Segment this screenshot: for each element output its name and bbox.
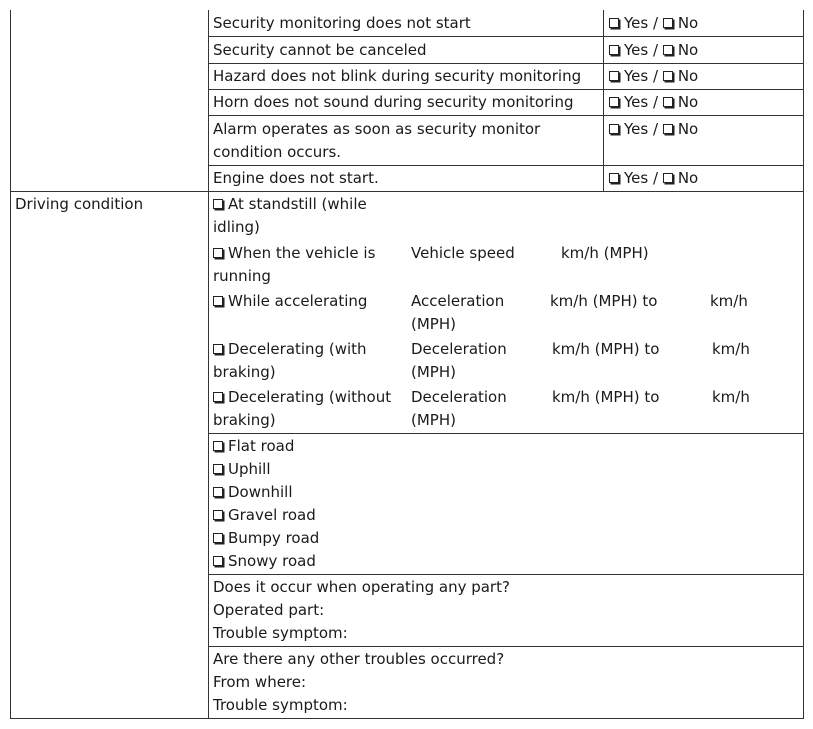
road-option: Bumpy road	[213, 527, 319, 550]
from-where-label: From where:	[213, 673, 307, 691]
checkbox-icon[interactable]	[213, 533, 223, 543]
no-label: No	[677, 93, 699, 111]
row-divider	[208, 574, 804, 575]
checkbox-icon[interactable]	[213, 556, 223, 566]
row-divider	[208, 63, 804, 64]
unit-label: km/h (MPH) to	[550, 292, 658, 310]
checkbox-icon[interactable]	[609, 173, 619, 183]
unit-label: km/h (MPH) to	[552, 340, 660, 358]
field-label: Vehicle speed	[411, 244, 515, 262]
row-divider	[208, 89, 804, 90]
checkbox-icon[interactable]	[213, 510, 223, 520]
condition-option-cont: braking)	[213, 411, 276, 429]
row-divider	[208, 433, 804, 434]
security-symptom: Security monitoring does not start	[213, 14, 471, 32]
checkbox-icon[interactable]	[609, 18, 619, 28]
yes-label: Yes /	[624, 41, 659, 59]
condition-option-cont: braking)	[213, 363, 276, 381]
operation-question: Does it occur when operating any part?	[213, 578, 510, 596]
yes-no-choice	[609, 65, 698, 88]
field-label-cont: (MPH)	[411, 363, 456, 381]
checkbox-icon[interactable]	[663, 45, 673, 55]
condition-option: Decelerating (with	[213, 338, 367, 361]
checkbox-icon[interactable]	[663, 18, 673, 28]
no-label: No	[677, 169, 699, 187]
field-label-cont: (MPH)	[411, 315, 456, 333]
checkbox-icon[interactable]	[663, 173, 673, 183]
security-symptom: Hazard does not blink during security monitoring	[213, 67, 582, 85]
security-symptom: Engine does not start.	[213, 169, 379, 187]
yes-no-choice	[609, 118, 698, 141]
checkbox-icon[interactable]	[213, 344, 223, 354]
checkbox-icon[interactable]	[213, 248, 223, 258]
checkbox-icon[interactable]	[663, 71, 673, 81]
other-troubles-question: Are there any other troubles occurred?	[213, 650, 505, 668]
checkbox-icon[interactable]	[663, 97, 673, 107]
trouble-symptom-label: Trouble symptom:	[213, 696, 348, 714]
security-symptom: condition occurs.	[213, 143, 342, 161]
driving-condition-label: Driving condition	[15, 195, 144, 213]
unit-label: km/h	[710, 292, 748, 310]
condition-option: At standstill (while	[213, 193, 367, 216]
road-option: Gravel road	[213, 504, 316, 527]
row-divider	[208, 646, 804, 647]
yes-label: Yes /	[624, 169, 659, 187]
row-divider	[208, 165, 804, 166]
column-divider	[208, 10, 209, 719]
checkbox-icon[interactable]	[609, 124, 619, 134]
road-option: Snowy road	[213, 550, 316, 573]
yes-label: Yes /	[624, 67, 659, 85]
checkbox-icon[interactable]	[213, 392, 223, 402]
no-label: No	[677, 120, 699, 138]
no-label: No	[677, 67, 699, 85]
operated-part-label: Operated part:	[213, 601, 325, 619]
field-label: Deceleration	[411, 340, 507, 358]
condition-option-cont: idling)	[213, 218, 260, 236]
yes-no-choice	[609, 167, 698, 190]
row-divider	[208, 115, 804, 116]
checkbox-icon[interactable]	[609, 97, 619, 107]
yes-label: Yes /	[624, 14, 659, 32]
security-symptom: Alarm operates as soon as security monitor	[213, 120, 541, 138]
field-label: Acceleration	[411, 292, 505, 310]
unit-label: km/h (MPH) to	[552, 388, 660, 406]
row-divider	[10, 191, 804, 192]
field-label-cont: (MPH)	[411, 411, 456, 429]
yes-label: Yes /	[624, 120, 659, 138]
no-label: No	[677, 41, 699, 59]
field-label: Deceleration	[411, 388, 507, 406]
trouble-symptom-label: Trouble symptom:	[213, 624, 348, 642]
yes-no-choice	[609, 12, 698, 35]
road-option: Flat road	[213, 435, 294, 458]
checkbox-icon[interactable]	[609, 45, 619, 55]
checkbox-icon[interactable]	[213, 199, 223, 209]
road-option: Uphill	[213, 458, 271, 481]
row-divider	[208, 36, 804, 37]
checkbox-icon[interactable]	[213, 441, 223, 451]
checkbox-icon[interactable]	[213, 464, 223, 474]
no-label: No	[677, 14, 699, 32]
unit-label: km/h	[712, 388, 750, 406]
bottom-border	[10, 718, 804, 719]
yes-no-choice	[609, 39, 698, 62]
left-border	[10, 10, 11, 719]
yes-no-choice	[609, 91, 698, 114]
condition-option: While accelerating	[213, 290, 367, 313]
security-symptom: Horn does not sound during security monitoring	[213, 93, 574, 111]
road-option: Downhill	[213, 481, 293, 504]
checkbox-icon[interactable]	[609, 71, 619, 81]
unit-label: km/h	[712, 340, 750, 358]
checkbox-icon[interactable]	[663, 124, 673, 134]
condition-option: When the vehicle is	[213, 242, 375, 265]
unit-label: km/h (MPH)	[561, 244, 649, 262]
checkbox-icon[interactable]	[213, 487, 223, 497]
yes-label: Yes /	[624, 93, 659, 111]
condition-option-cont: running	[213, 267, 271, 285]
right-border	[803, 10, 804, 719]
condition-option: Decelerating (without	[213, 386, 391, 409]
security-symptom: Security cannot be canceled	[213, 41, 427, 59]
checkbox-icon[interactable]	[213, 296, 223, 306]
